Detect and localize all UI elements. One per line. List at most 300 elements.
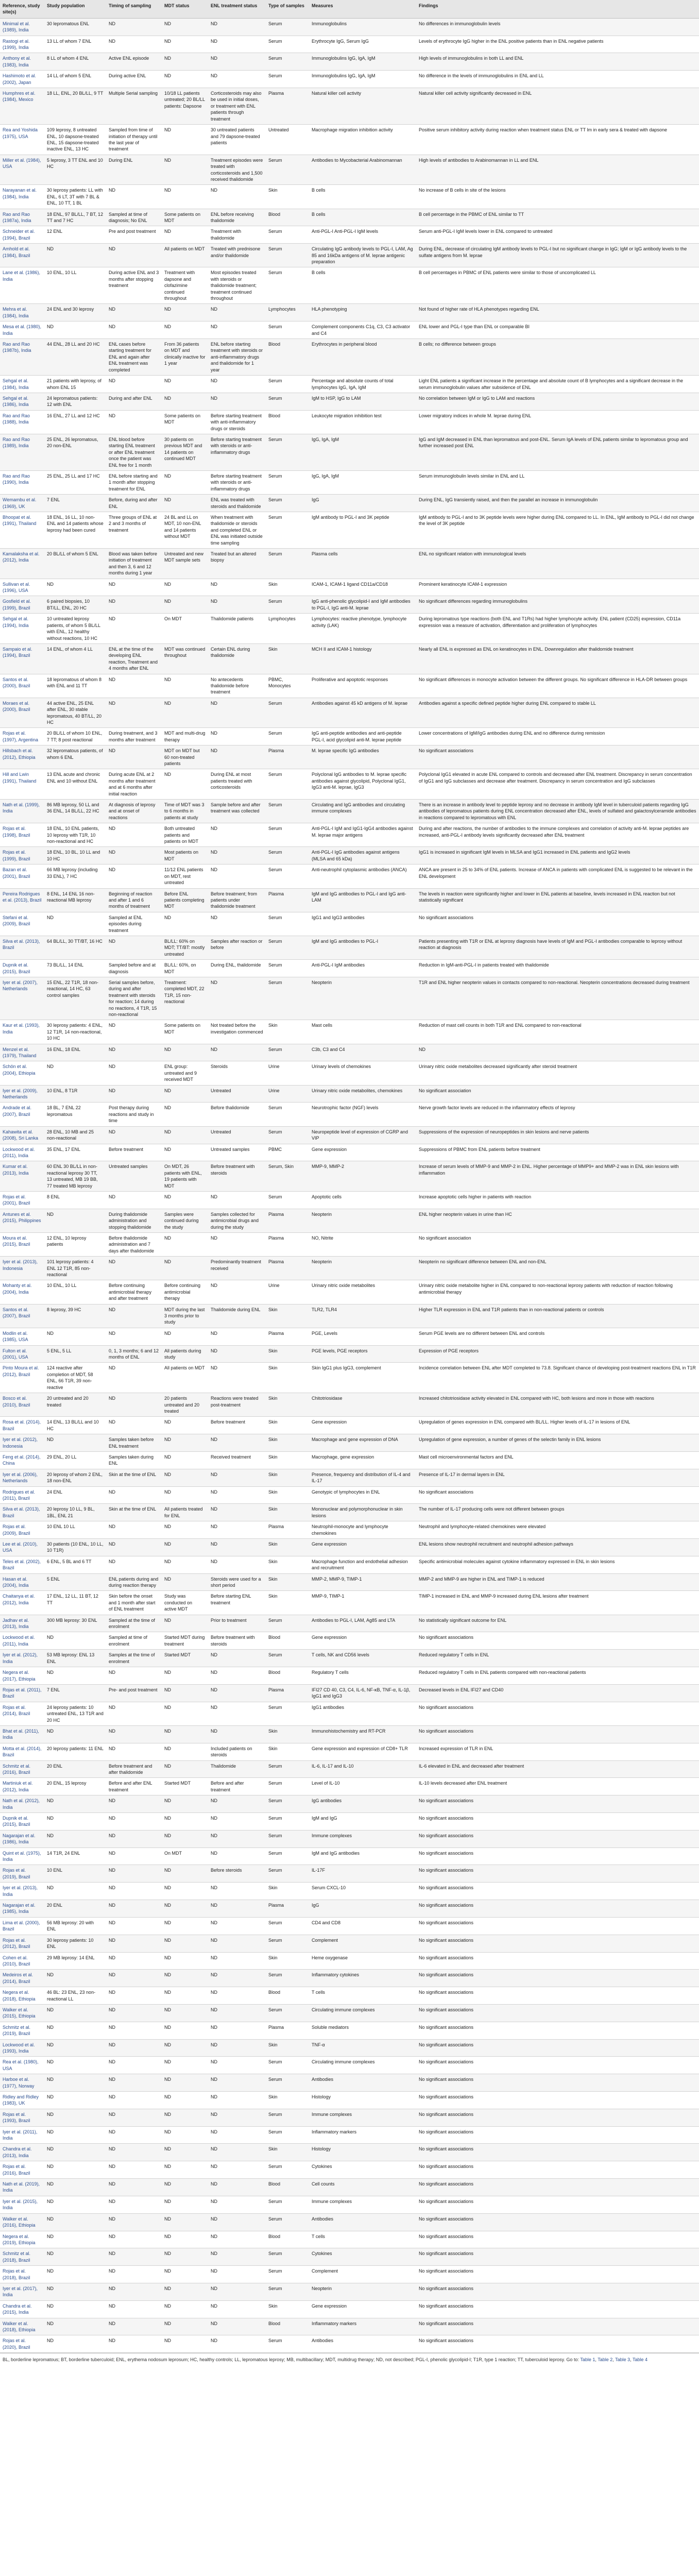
table-cell: PBMC [266,1144,309,1161]
table-link[interactable]: Table 4 [633,2357,648,2363]
table-row [0,1778,699,1795]
table-row [0,1935,699,1952]
table-cell: Rojas et al. (2016), Brazil [0,2161,44,2179]
table-row [0,614,699,644]
column-header: ENL treatment status [208,0,266,18]
table-cell: Mohanty et al. (2004), India [0,1280,44,1304]
table-cell: T cells [309,2231,416,2248]
table-cell: Sampaio et al. (1994), Brazil [0,643,44,674]
table-cell: ND [162,2213,208,2231]
table-cell: MCH II and ICAM-1 histology [309,643,416,674]
table-cell: No significant associations [416,1813,699,1831]
table-row [0,1044,699,1061]
table-cell: IgG and IgM decreased in ENL than lepromatous and post-ENL. Serum IgA levels of ENL patients similar to lepromatous group and further increased post ENL [416,434,699,470]
table-cell: ND [106,1917,162,1935]
table-cell: Serum [266,1830,309,1848]
table-cell: Serum [266,596,309,614]
table-cell: Immunohistochemistry and RT-PCR [309,1725,416,1743]
table-cell: Plasma [266,2022,309,2039]
table-row [0,1615,699,1632]
table-cell: B cells [309,209,416,226]
table-cell: Gene expression [309,1632,416,1650]
table-cell: IgM and IgG antibodies [309,1848,416,1865]
table-cell: ND [106,2126,162,2144]
table-cell: No significant associations [416,1970,699,1987]
table-cell: On MDT [162,614,208,644]
table-cell: 24 lepromatous patients: 12 with ENL [44,393,106,410]
table-cell: ND [208,2213,266,2231]
table-cell: Rojas et al. (2012), Brazil [0,1935,44,1952]
table-row [0,1085,699,1103]
table-cell: PBMC, Monocytes [266,674,309,698]
table-cell: Serum [266,912,309,936]
table-cell: Lymphocytes [266,614,309,644]
table-cell: Untreated [208,1126,266,1144]
table-cell: 44 active ENL, 25 ENL after ENL, 30 stable lepromatous, 40 BT/LL, 20 HC [44,698,106,728]
table-cell: ND [44,1970,106,1987]
table-cell: Positive serum inhibitory activity during reaction when treatment status ENL or TT lm in early sera & treated with dapsone [416,125,699,155]
table-cell: 30 untreated patients and 79 dapsone-treated patients [208,125,266,155]
table-cell: Reduced regulatory T cells in ENL [416,1650,699,1667]
table-cell: During lepromatous type reactions (both ENL and T1Rs) had higher lymphocyte activity. ENL patient (CD25) expression, CD11a expression was a measure of activation, differentiation and proliferation of lymphocytes [416,614,699,644]
table-cell: ND [208,1900,266,1918]
table-cell: Antibodies to Mycobacterial Arabinomannan [309,155,416,185]
table-cell: ND [208,2300,266,2318]
table-row [0,1504,699,1521]
table-cell: Suppressions of the expression of neuropeptides in skin lesions and nerve patients [416,1126,699,1144]
table-cell: Rojas et al. (1993), Brazil [0,2109,44,2126]
table-cell: Negera et al. (2019), Ethiopia [0,2231,44,2248]
table-cell: Skin at the time of ENL [106,1504,162,1521]
table-row [0,88,699,125]
table-cell: 53 MB leprosy: ENL 13 ENL [44,1650,106,1667]
table-row [0,1434,699,1452]
table-cell: Skin [266,2300,309,2318]
table-cell: ENL before receiving thalidomide [208,209,266,226]
table-cell: ND [162,1900,208,1918]
table-cell: Serum immunoglobulin levels similar in ENL and LL [416,470,699,494]
table-cell: ND [106,1830,162,1848]
table-cell: ND [44,2092,106,2109]
table-cell: ND [162,495,208,512]
table-cell: Before treatment with steroids [208,1161,266,1192]
table-cell: Started MDT [162,1778,208,1795]
table-cell: ND [44,1830,106,1848]
table-cell: 6 paired biopsies, 10 BT/LL, ENL, 20 HC [44,596,106,614]
table-cell: 25 ENL, 26 lepromatous, 20 non-ENL [44,434,106,470]
column-header: Reference, study site(s) [0,0,44,18]
table-cell: ND [162,2179,208,2196]
table-row [0,1813,699,1831]
table-row [0,1917,699,1935]
table-cell: Untreated and new MDT sample sets [162,549,208,579]
table-cell: 109 leprosy, 8 untreated ENL, 10 dapsone-treated ENL, 15 dapsone-treated inactive ENL, 13 HC [44,125,106,155]
table-cell: ND [162,2283,208,2300]
table-cell: Serum [266,2074,309,2092]
table-cell: MDT was continued throughout [162,643,208,674]
table-row [0,1830,699,1848]
table-cell: Inflammatory markers [309,2126,416,2144]
table-cell: ENL group: untreated and 9 received MDT [162,1061,208,1085]
table-cell: Serum [266,2057,309,2074]
table-cell: Some patients on MDT [162,209,208,226]
table-cell: ND [208,2196,266,2213]
table-cell: From 36 patients on MDT and clinically inactive for 1 year [162,339,208,376]
table-cell: Increase apoptotic cells higher in patients with reaction [416,1191,699,1209]
table-cell: ND [162,1434,208,1452]
table-cell: Serum CXCL-10 [309,1883,416,1900]
table-cell: Received treatment [208,1451,266,1469]
table-row [0,1363,699,1393]
table-cell: Regulatory T cells [309,1667,416,1685]
table-cell: 5 ENL [44,1573,106,1591]
table-cell: ND [106,1743,162,1760]
table-cell: ND [208,1044,266,1061]
table-cell: Serum [266,2248,309,2266]
table-row [0,125,699,155]
table-cell: Upregulation of genes expression in ENL compared with BL/LL. Higher levels of IL-17 in lesions of ENL [416,1417,699,1434]
table-cell: Lee et al. (2010), USA [0,1539,44,1556]
table-cell: Neopterin [309,1257,416,1280]
table-cell: Neopterin no significant difference between ENL and non-ENL [416,1257,699,1280]
table-cell: ND [106,674,162,698]
table-cell: ND [44,579,106,596]
table-cell: 20 ENL, 15 leprosy [44,1778,106,1795]
table-cell: Serum [266,376,309,393]
table-cell: Serum, Skin [266,1161,309,1192]
table-cell: Dupnik et al. (2015), Brazil [0,1813,44,1831]
table-cell: Skin IgG1 plus IgG3, complement [309,1363,416,1393]
table-cell: ND [106,1865,162,1883]
table-cell: No significant associations [416,2161,699,2179]
table-cell: Skin [266,185,309,209]
table-cell: ND [208,2318,266,2335]
table-row [0,1280,699,1304]
table-cell: No correlation between IgM or IgG to LAM and reactions [416,393,699,410]
table-cell: ND [44,2039,106,2057]
table-cell: Thalidomide patients [208,614,266,644]
table-cell: 44 ENL, 28 LL and 20 HC [44,339,106,376]
table-cell: B cells; no difference between groups [416,339,699,376]
table-cell: Immune complexes [309,1830,416,1848]
table-cell: ND [162,2266,208,2283]
table-cell: Miller et al. (1984), USA [0,155,44,185]
table-cell: Skin [266,1469,309,1486]
column-header: Type of samples [266,0,309,18]
table-cell: Antibodies against 45 kD antigens of M. leprae [309,698,416,728]
table-cell: Ridley and Ridley (1983), UK [0,2092,44,2109]
table-cell: Urinary nitric oxide metabolites decreased significantly after steroid treatment [416,1061,699,1085]
table-row [0,2335,699,2353]
table-cell: ND [44,2126,106,2144]
table-row [0,1232,699,1256]
table-cell: Rojas et al. (2014), Brazil [0,1702,44,1725]
table-cell: Before starting treatment with steroids or anti-inflammatory drugs [208,434,266,470]
table-cell: IgG [309,1900,416,1918]
table-row [0,2196,699,2213]
table-cell: ND [162,1126,208,1144]
table-row [0,643,699,674]
table-cell: IgG1 antibodies [309,1702,416,1725]
table-cell: Macrophage function and endothelial adhesion and recruitment [309,1556,416,1573]
table-cell: ND [106,2004,162,2022]
table-cell: ND [208,2231,266,2248]
table-cell: ND [44,2335,106,2353]
table-cell: BL/LL: 60% on MDT; TT/BT: mostly untreated [162,936,208,959]
table-cell: Neutrophil-monocyte and lymphocyte chemokines [309,1521,416,1539]
table-cell: Erythrocytes in peripheral blood [309,339,416,376]
table-row [0,1684,699,1702]
table-cell: Not found of higher rate of HLA phenotypes regarding ENL [416,304,699,321]
table-row [0,1743,699,1760]
table-cell: ND [162,912,208,936]
table-cell: No significant associations [416,2092,699,2109]
table-cell: ND [162,1521,208,1539]
table-row [0,847,699,865]
table-cell: ND [162,71,208,88]
table-cell: Rojas et al. (2011), Brazil [0,1684,44,1702]
table-cell: ND [208,1987,266,2005]
table-cell: Rao and Rao (1987a), India [0,209,44,226]
table-cell: ENL higher neopterin values in urine than HC [416,1209,699,1232]
table-cell: Macrophage and gene expression of DNA [309,1434,416,1452]
table-cell: Certain ENL during thalidomide [208,643,266,674]
table-cell: 64 BL/LL, 30 TT/BT, 16 HC [44,936,106,959]
table-cell: Started MDT during treatment [162,1632,208,1650]
table-cell: No significant associations [416,1830,699,1848]
table-cell: Untreated samples [208,1144,266,1161]
table-cell: Plasma [266,1209,309,1232]
table-cell: Rojas et al. (1997), Argentina [0,728,44,745]
table-cell: ND [208,71,266,88]
table-cell: No significant associations [416,1987,699,2005]
table-cell: Reduction of mast cell counts in both T1R and ENL compared to non-reactional [416,1020,699,1044]
table-cell: ND [162,185,208,209]
table-cell: Serum [266,823,309,847]
table-cell: Predominantly treatment received [208,1257,266,1280]
table-cell: Serum [266,1103,309,1126]
table-cell: Skin [266,1363,309,1393]
table-cell: No significant associations [416,2266,699,2283]
table-cell: Urine [266,1085,309,1103]
table-cell: Moura et al. (2015), Brazil [0,1232,44,1256]
table-cell: 10 untreated leprosy patients, of whom 5 BL/LL with ENL, 12 healthy without reactions, 10 HC [44,614,106,644]
table-cell: ND [106,698,162,728]
table-cell: ND [106,2248,162,2266]
table-cell: No differences in immunoglobulin levels [416,18,699,36]
table-cell: Reduction in IgM-anti-PGL-I in patients treated with thalidomide [416,960,699,977]
table-cell: Feng et al. (2014), China [0,1451,44,1469]
table-cell: Samples taken before ENL treatment [106,1434,162,1452]
table-cell: Kamalaksha et al. (2012), India [0,549,44,579]
table-cell: ND [208,2335,266,2353]
table-row [0,2266,699,2283]
table-row [0,1900,699,1918]
table-cell: Teles et al. (2002), Brazil [0,1556,44,1573]
table-cell: Before thalidomide administration and 7 days after thalidomide [106,1232,162,1256]
table-row [0,1987,699,2005]
table-cell: Pinto Moura et al. (2012), Brazil [0,1363,44,1393]
table-cell: 14 LL of whom 5 ENL [44,71,106,88]
table-cell: Lockwood et al. (2011), India [0,1632,44,1650]
table-cell: 10 ENL 10 LL [44,1521,106,1539]
table-cell: Skin at the time of ENL [106,1469,162,1486]
table-cell: Decreased levels in ENL IFI27 and CD40 [416,1684,699,1702]
table-cell: Before starting treatment with anti-inflammatory drugs or steroids [208,410,266,434]
table-cell: Sampled from time of initiation of therapy until the last year of treatment [106,125,162,155]
table-link[interactable]: Table 3 [615,2357,630,2363]
table-cell: Treatment episodes were treated with corticosteroids and 1,500 received thalidomide [208,155,266,185]
table-cell: Blood [266,2231,309,2248]
table-cell: Urinary levels of chemokines [309,1061,416,1085]
table-cell: Sampled at time of diagnosis; No ENL [106,209,162,226]
table-cell: ND [44,1813,106,1831]
table-cell: Cell counts [309,2179,416,2196]
table-row [0,1103,699,1126]
table-cell: ND [44,1209,106,1232]
table-cell: ND [208,865,266,888]
table-cell: ND [162,1952,208,1970]
table-cell: B cell percentage in the PBMC of ENL similar to TT [416,209,699,226]
table-cell: IgG, IgA, IgM [309,470,416,494]
table-cell: During active ENL [106,71,162,88]
table-cell: ND [208,1795,266,1813]
table-cell: Skin [266,1725,309,1743]
table-cell: ENL no significant relation with immunological levels [416,549,699,579]
table-cell: ND [162,1469,208,1486]
table-cell: Upregulation of gene expression, a number of genes of the selectin family in ENL lesions [416,1434,699,1452]
table-cell: ND [162,226,208,244]
table-cell: Genotypic of lymphocytes in ENL [309,1486,416,1504]
table-cell: MDT during the last 3 months prior to study [162,1304,208,1328]
table-cell: Rodrigues et al. (2011), Brazil [0,1486,44,1504]
table-cell: IFI27 CD 40, C3, C4, IL-6, NF-κB, TNF-α, IL-1β, IgG1 and IgG3 [309,1684,416,1702]
table-cell: ND [106,2213,162,2231]
table-cell: Immune complexes [309,2109,416,2126]
table-cell: ND [106,865,162,888]
table-cell: ND [208,185,266,209]
table-cell: 124 reactive after completion of MDT, 58 ENL, 66 T1R, 39 non-reactive [44,1363,106,1393]
table-cell: ND [106,1257,162,1280]
table-cell: ND [44,2318,106,2335]
table-cell: 18 ENL, 10 BL, 10 LL and 10 HC [44,847,106,865]
table-cell: Serum [266,847,309,865]
table-cell: ENL lesions show neutrophil recruitment and neutrophil adhesion pathways [416,1539,699,1556]
table-cell: NO, Nitrite [309,1232,416,1256]
table-cell: ND [44,2057,106,2074]
table-row [0,888,699,912]
table-cell: Walker et al. (2018), Ethiopia [0,2318,44,2335]
table-cell: IgG anti-peptide antibodies and anti-peptide PGL-I, acid glycolipid anti-M. leprae peptide [309,728,416,745]
table-cell: ND [162,1328,208,1345]
table-cell: Iyer et al. (2007), Netherlands [0,977,44,1020]
table-cell: ENL before starting and 1 month after stopping treatment for ENL [106,470,162,494]
table-cell: Blood [266,2318,309,2335]
table-cell: Urine [266,1061,309,1085]
table-cell: Light ENL patients a significant increase in the percentage and absolute count of B lymphocytes and a significant decrease in the serum immunoglobulin values after subsidence of ENL [416,376,699,393]
table-cell: IgG1 and IgG3 antibodies [309,912,416,936]
table-cell: ND [106,823,162,847]
table-cell: ENL lower and PGL-I type than ENL or comparable BI [416,321,699,339]
table-cell: ND [44,1725,106,1743]
table-cell: ND [106,1667,162,1685]
table-cell: ND [208,2004,266,2022]
table-cell: Rojas et al. (2018), Brazil [0,2266,44,2283]
table-row [0,1393,699,1417]
table-cell: Skin [266,2144,309,2161]
table-cell: ND [162,470,208,494]
table-cell: 16 ENL, 18 ENL [44,1044,106,1061]
table-cell: Before starting treatment with steroids or anti-inflammatory drugs [208,470,266,494]
table-cell: Serum [266,226,309,244]
table-cell: 20 patients untreated and 20 treated [162,1393,208,1417]
table-cell: 7 ENL [44,495,106,512]
table-cell: ND [106,2283,162,2300]
table-cell: ND [208,2283,266,2300]
table-cell: Lymphocytes: reactive phenotype, lymphocyte activity (LAK) [309,614,416,644]
table-cell: Nerve growth factor levels are reduced in the inflammatory effects of leprosy [416,1103,699,1126]
table-cell: Started MDT [162,1650,208,1667]
table-row [0,470,699,494]
table-cell: ND [44,1434,106,1452]
table-cell: Presence, frequency and distribution of IL-4 and IL-17 [309,1469,416,1486]
table-cell: ND [106,1883,162,1900]
table-cell: Plasma cells [309,549,416,579]
table-cell: Amhold et al. (1984), Brazil [0,244,44,267]
table-row [0,865,699,888]
table-cell: ND [162,1232,208,1256]
table-cell: ND [44,2213,106,2231]
table-cell: ND [208,1345,266,1363]
table-cell: Anthony et al. (1983), India [0,53,44,71]
table-cell: ND [106,185,162,209]
table-cell: T1R and ENL higher neopterin values in contacts compared to non-reactional. Neopterin concentrations decreased during treatment [416,977,699,1020]
table-cell: 10/18 LL patients untreated; 20 BL/LL patients: Dapsone [162,88,208,125]
table-cell: Serum [266,549,309,579]
table-cell: Walker et al. (2016), Ethiopia [0,2213,44,2231]
table-cell: ND [208,847,266,865]
table-cell: 13 LL of whom 7 ENL [44,36,106,53]
table-cell: No significant associations [416,2004,699,2022]
table-row [0,71,699,88]
table-row [0,1469,699,1486]
table-cell: ND [44,2248,106,2266]
table-cell: B cell percentages in PBMC of ENL patients were similar to those of uncomplicated LL [416,267,699,304]
table-cell: 20 leprosy patients: 11 ENL [44,1743,106,1760]
table-cell: ND [44,1667,106,1685]
table-link[interactable]: Table 1 [580,2357,595,2363]
table-row [0,728,699,745]
table-row [0,376,699,393]
table-cell: No significant associations [416,1935,699,1952]
table-cell: 10 ENL, 10 LL [44,267,106,304]
table-link[interactable]: Table 2 [598,2357,613,2363]
table-cell: Cytokines [309,2248,416,2266]
table-cell: Lower concentrations of IgM/IgG antibodies during ENL and no difference during remission [416,728,699,745]
table-cell: Serum [266,1865,309,1883]
table-row [0,977,699,1020]
table-row [0,1328,699,1345]
table-cell: ND [44,1632,106,1650]
table-cell: Rao and Rao (1988), India [0,410,44,434]
table-cell: Serum [266,18,309,36]
table-row [0,155,699,185]
table-cell: Samples collected for antimicrobial drugs and during the study [208,1209,266,1232]
links-prefix: Go to: [566,2357,579,2363]
table-cell: Schmitz et al. (2019), Brazil [0,2022,44,2039]
table-cell: Skin before the onset and 1 month after start of ENL treatment [106,1591,162,1615]
table-cell: ND [106,2266,162,2283]
